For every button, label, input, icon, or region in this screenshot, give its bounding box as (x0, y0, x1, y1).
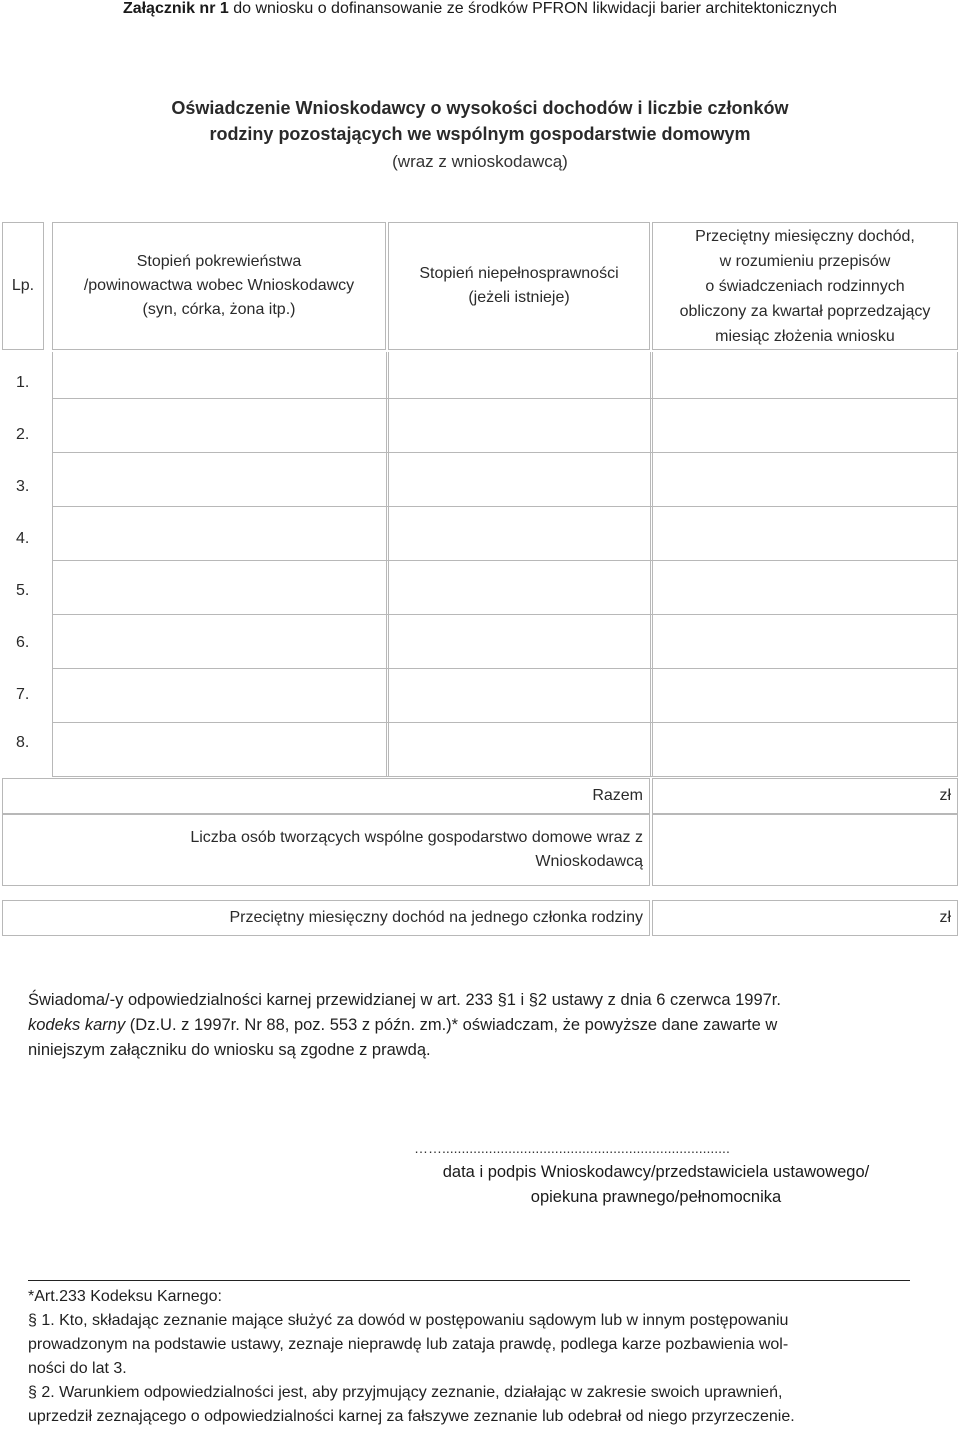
grid-line (957, 352, 958, 776)
row-number: 2. (16, 426, 30, 443)
footnote-p2-line1: § 2. Warunkiem odpowiedzialności jest, aby przyjmujący zeznanie, działając w zakresie swoich uprawnień, (28, 1384, 783, 1401)
grid-line (52, 452, 958, 453)
grid-line (386, 352, 387, 776)
header-relation-line2: /powinowactwa wobec Wnioskodawcy (83, 277, 355, 294)
page-title-line1: Oświadczenie Wnioskodawcy o wysokości dochodów i liczbie członków (171, 98, 789, 118)
persons-count-value-cell[interactable] (652, 814, 958, 886)
header-income (652, 222, 958, 350)
row-number: 7. (16, 686, 30, 703)
grid-line (52, 506, 958, 507)
row-number: 3. (16, 478, 30, 495)
persons-count-label-line1: Liczba osób tworzących wspólne gospodarstwo domowe wraz z (190, 829, 643, 846)
declaration-italic: kodeks karny (28, 1016, 126, 1034)
page-subtitle: (wraz z wnioskodawcą) (392, 152, 568, 171)
grid-line (52, 668, 958, 669)
row-number: 6. (16, 634, 30, 651)
total-label: Razem (592, 787, 643, 804)
row-number: 1. (16, 374, 30, 391)
grid-line (388, 352, 389, 776)
footnote-title: *Art.233 Kodeksu Karnego: (28, 1288, 222, 1305)
total-unit: zł (939, 787, 951, 804)
header-income-line1: Przeciętny miesięczny dochód, (695, 227, 915, 245)
total-value-cell[interactable] (652, 778, 958, 814)
footnote-p1-line1: § 1. Kto, składając zeznanie mające służyć za dowód w postępowaniu sądowym lub w innym postępowaniu (28, 1312, 789, 1329)
declaration-line2 (28, 1013, 920, 1038)
row-number: 8. (16, 734, 30, 751)
attachment-number: Załącznik nr 1 (122, 0, 229, 17)
signature-caption-line2: opiekuna prawnego/pełnomocnika (530, 1188, 782, 1206)
header-disability-line2: (jeżeli istnieje) (468, 289, 570, 306)
footnote-p1-line2: prowadzonym na podstawie ustawy, zeznaje nieprawdę lub zataja prawdę, podlega karze pozbawienia wol- (28, 1336, 789, 1353)
header-disability-line1: Stopień niepełnosprawności (419, 265, 619, 282)
header-lp: Lp. (2, 222, 44, 350)
header-income-line5: miesiąc złożenia wniosku (715, 327, 895, 345)
row-number: 5. (16, 582, 30, 599)
average-income-label: Przeciętny miesięczny dochód na jednego członka rodziny (229, 909, 643, 926)
header-relation-line1: Stopień pokrewieństwa (136, 253, 302, 270)
declaration-line2-rest: (Dz.U. z 1997r. Nr 88, poz. 553 z późn. zm.)* oświadczam, że powyższe dane zawarte w (125, 1016, 778, 1034)
grid-line (52, 722, 958, 723)
signature-caption-line1: data i podpis Wnioskodawcy/przedstawiciela ustawowego/ (442, 1163, 870, 1181)
grid-line (652, 352, 653, 776)
grid-line (52, 776, 958, 777)
page-title-line2: rodziny pozostających we wspólnym gospodarstwie domowym (209, 124, 751, 144)
header-income-line4: obliczony za kwartał poprzedzający (679, 302, 931, 320)
header-relation (52, 222, 386, 350)
declaration-line3: niniejszym załączniku do wniosku są zgodne z prawdą. (28, 1041, 431, 1059)
header-income-line2: w rozumieniu przepisów (719, 252, 891, 270)
grid-line (52, 398, 958, 399)
total-label-cell (2, 778, 650, 814)
row-number: 4. (16, 530, 30, 547)
footnote-p1-line3: ności do lat 3. (28, 1360, 127, 1377)
footnote-separator (28, 1280, 910, 1281)
average-income-value-cell[interactable] (652, 900, 958, 936)
grid-line (650, 352, 651, 776)
signature-caption (380, 1160, 932, 1210)
header-relation-line3: (syn, córka, żona itp.) (142, 301, 296, 318)
declaration-text (28, 988, 920, 1063)
declaration-line1: Świadoma/-y odpowiedzialności karnej przewidzianej w art. 233 §1 i §2 ustawy z dnia 6 czerwca 1997r. (28, 991, 781, 1009)
document-header (0, 0, 960, 18)
average-income-label-cell (2, 900, 650, 936)
average-income-unit: zł (939, 909, 951, 926)
grid-line (52, 352, 53, 776)
persons-count-label-cell (2, 814, 650, 886)
signature-dots: …….......................................................................... (414, 1140, 730, 1156)
attachment-description: do wniosku o dofinansowanie ze środków PFRON likwidacji barier architektonicznych (233, 0, 838, 17)
header-income-line3: o świadczeniach rodzinnych (705, 277, 905, 295)
footnote (28, 1285, 924, 1429)
grid-line (52, 560, 958, 561)
footnote-p2-line2: uprzedził zeznającego o odpowiedzialności karnej za fałszywe zeznanie lub odebrał od niego przyrzeczenie. (28, 1408, 795, 1425)
persons-count-label-line2: Wnioskodawcą (535, 853, 643, 870)
header-disability (388, 222, 650, 350)
grid-line (52, 614, 958, 615)
